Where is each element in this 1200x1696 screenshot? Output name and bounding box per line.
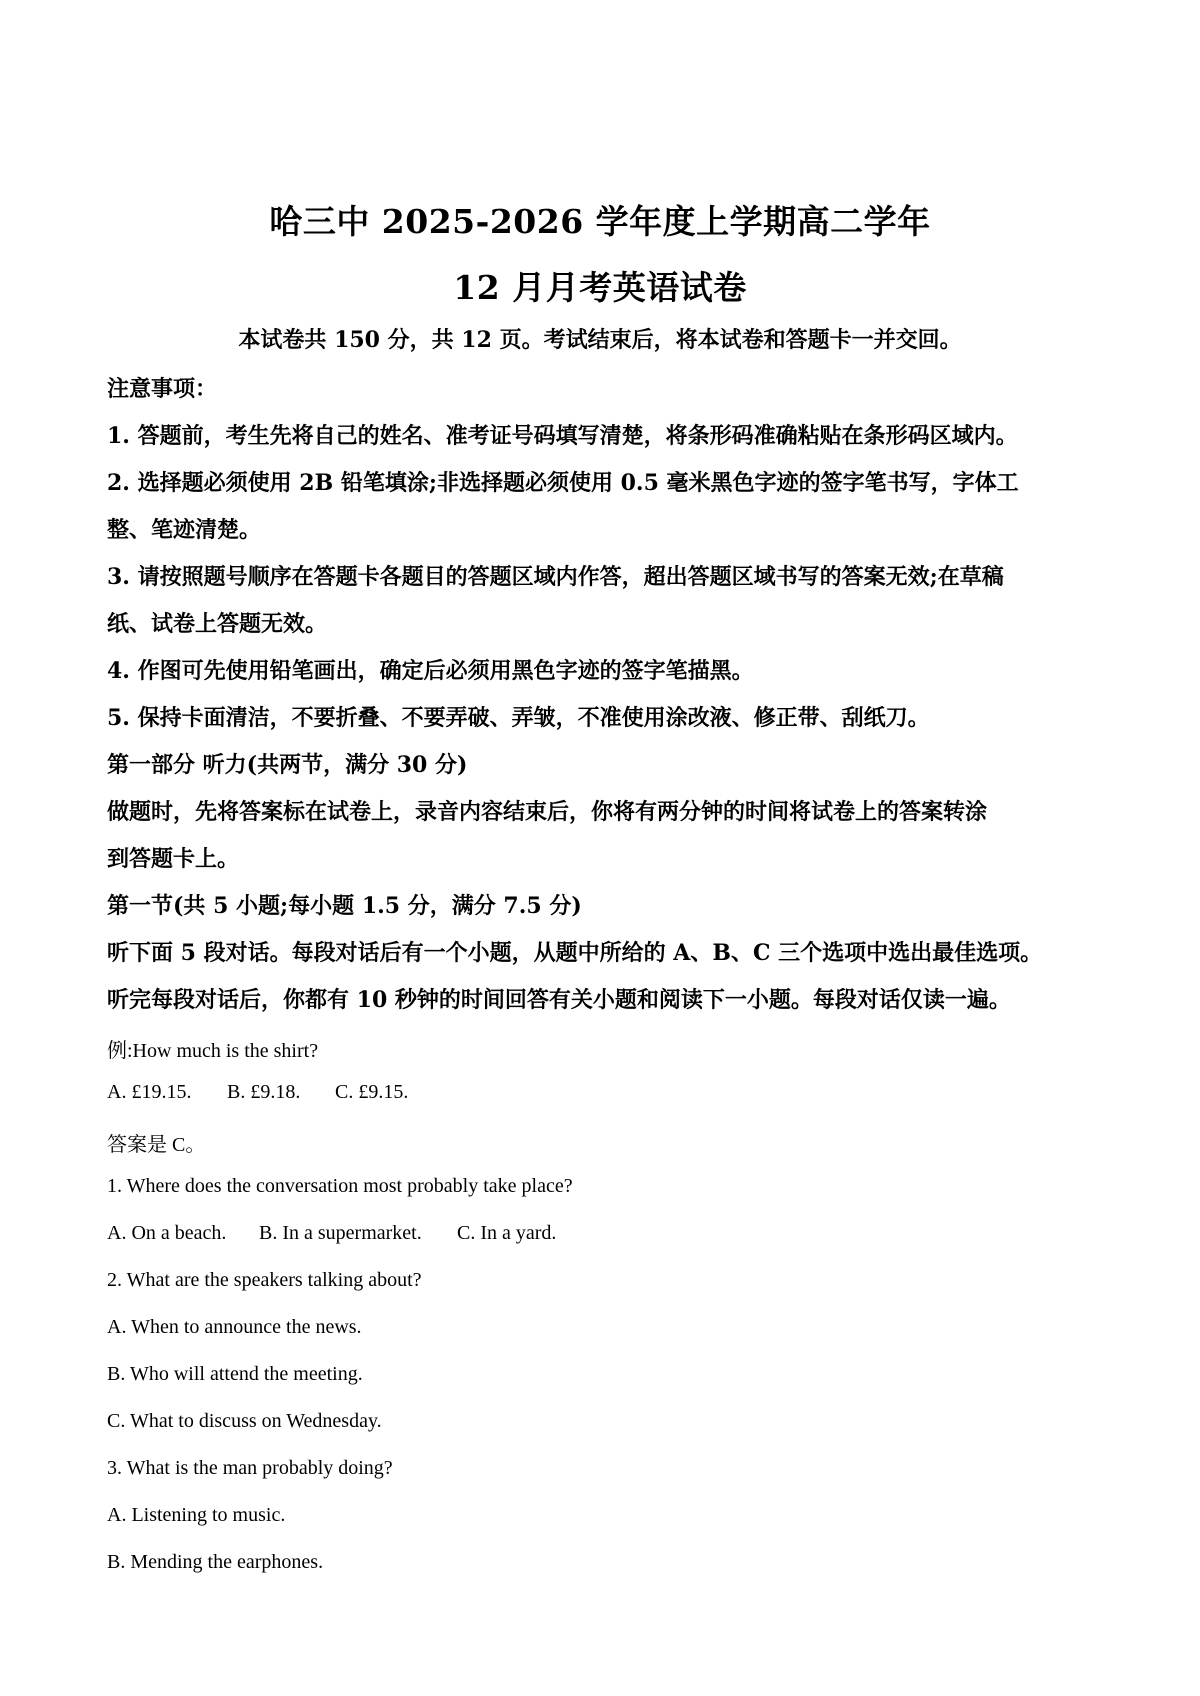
part1-instruction-line2: 到答题卡上。 <box>107 846 240 872</box>
example-option-b: B. £9.18. <box>227 1081 301 1103</box>
question-1-option-b: B. In a supermarket. <box>259 1222 422 1244</box>
notes-heading: 注意事项： <box>107 376 218 402</box>
part1-heading: 第一部分 听力(共两节，满分 30 分) <box>107 752 468 778</box>
note-item-1: 1. 答题前，考生先将自己的姓名、准考证号码填写清楚，将条形码准确粘贴在条形码区域内。 <box>107 423 1018 449</box>
note-item-2-line1: 2. 选择题必须使用 2B 铅笔填涂;非选择题必须使用 0.5 毫米黑色字迹的签字笔书写，字体工 <box>107 470 1019 496</box>
example-options <box>107 1081 408 1104</box>
question-1-option-a: A. On a beach. <box>107 1222 227 1244</box>
section1-instruction-line1: 听下面 5 段对话。每段对话后有一个小题，从题中所给的 A、B、C 三个选项中选出最佳选项。 <box>107 940 1043 966</box>
question-3-stem: 3. What is the man probably doing? <box>107 1457 393 1479</box>
question-1-option-c: C. In a yard. <box>457 1222 557 1244</box>
exam-title-line1: 哈三中 2025-2026 学年度上学期高二学年 <box>269 202 931 241</box>
question-1-options <box>107 1222 556 1245</box>
exam-subtitle: 本试卷共 150 分，共 12 页。考试结束后，将本试卷和答题卡一并交回。 <box>238 327 962 353</box>
note-item-5: 5. 保持卡面清洁，不要折叠、不要弄破、弄皱，不准使用涂改液、修正带、刮纸刀。 <box>107 705 930 731</box>
question-2-option-a: A. When to announce the news. <box>107 1316 362 1338</box>
question-2-option-b: B. Who will attend the meeting. <box>107 1363 363 1385</box>
note-item-2-line2: 整、笔迹清楚。 <box>107 517 262 543</box>
example-answer: 答案是 C。 <box>107 1134 206 1156</box>
example-option-a: A. £19.15. <box>107 1081 192 1103</box>
example-question: 例:How much is the shirt? <box>107 1040 319 1062</box>
question-2-stem: 2. What are the speakers talking about? <box>107 1269 422 1291</box>
note-item-3-line1: 3. 请按照题号顺序在答题卡各题目的答题区域内作答，超出答题区域书写的答案无效;在草稿 <box>107 564 1004 590</box>
example-option-c: C. £9.15. <box>335 1081 409 1103</box>
section1-heading: 第一节(共 5 小题;每小题 1.5 分，满分 7.5 分) <box>107 893 582 919</box>
question-1-stem: 1. Where does the conversation most probably take place? <box>107 1175 573 1197</box>
part1-instruction-line1: 做题时，先将答案标在试卷上，录音内容结束后，你将有两分钟的时间将试卷上的答案转涂 <box>107 799 988 825</box>
note-item-4: 4. 作图可先使用铅笔画出，确定后必须用黑色字迹的签字笔描黑。 <box>107 658 754 684</box>
section1-instruction-line2: 听完每段对话后，你都有 10 秒钟的时间回答有关小题和阅读下一小题。每段对话仅读一遍。 <box>107 987 1011 1013</box>
question-3-option-b: B. Mending the earphones. <box>107 1551 324 1573</box>
question-3-option-a: A. Listening to music. <box>107 1504 286 1526</box>
exam-title-line2: 12 月月考英语试卷 <box>453 268 747 307</box>
question-2-option-c: C. What to discuss on Wednesday. <box>107 1410 382 1432</box>
note-item-3-line2: 纸、试卷上答题无效。 <box>107 611 328 637</box>
